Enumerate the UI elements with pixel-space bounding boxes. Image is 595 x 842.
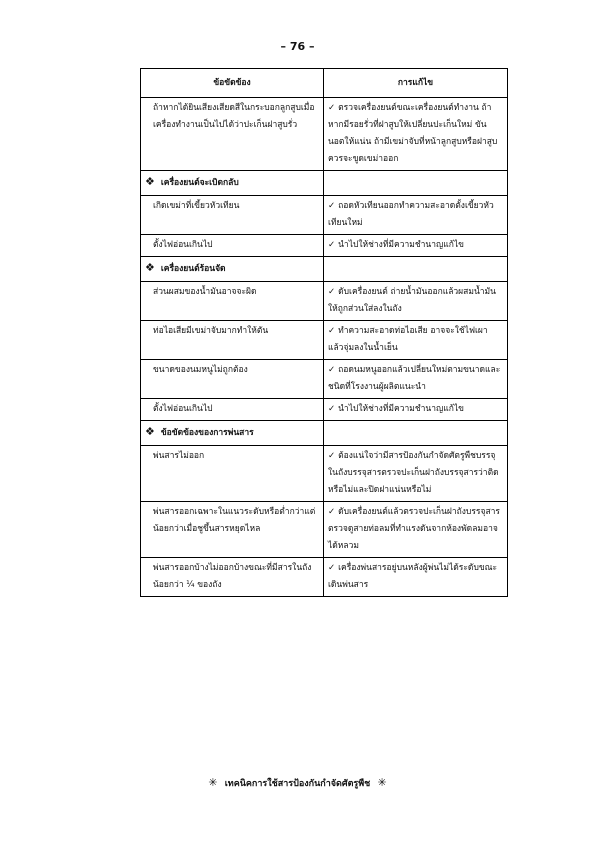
solution-cell (324, 282, 508, 321)
table-row (141, 282, 508, 321)
solution-text: ถอดนมหนูออกแล้วเปลี่ยนใหม่ตามขนาดและชนิดที่โรงงานผู้ผลิตแนะนำ (328, 365, 501, 392)
solution-cell (324, 321, 508, 360)
check-mark-icon: ✓ (328, 103, 336, 113)
solution-text: ต้องแน่ใจว่ามีสารป้องกันกำจัดศัตรูพืชบรรจุในถังบรรจุสารตรวจปะเก็นฝาถังบรรจุสารว่าติดหรือไม่และปิดฝาแน่นหรือไม่ (328, 451, 499, 495)
solution-cell (324, 360, 508, 399)
problem-cell: ขนาดของนมหนูไม่ถูกต้อง (141, 360, 324, 399)
check-mark-icon: ✓ (328, 201, 336, 211)
check-mark-icon: ✓ (328, 287, 336, 297)
solution-text: ทำความสะอาดท่อไอเสีย อาจจะใช้ไฟเผาแล้วจุ่มลงในน้ำเย็น (328, 326, 488, 353)
table-row (141, 502, 508, 558)
diamond-bullet-icon: ❖ (145, 175, 155, 188)
star-icon: ✳ (208, 776, 218, 789)
problem-cell: ตั้งไฟอ่อนเกินไป (141, 235, 324, 257)
solution-cell (324, 235, 508, 257)
problem-cell: ถ้าหากได้ยินเสียงเสียดสีในกระบอกลูกสูบเมื่อเครื่องทำงานเป็นไปได้ว่าปะเก็นฝาสูบรั่ว (141, 98, 324, 171)
check-mark-icon: ✓ (328, 240, 336, 250)
section-empty-cell (324, 171, 508, 196)
section-row (141, 421, 508, 446)
solution-text: เครื่องพ่นสารอยู่บนหลังผู้พ่นไม่ได้ระดับขณะเดินพ่นสาร (328, 563, 498, 590)
problem-cell: พ่นสารออกบ้างไม่ออกบ้างขณะที่มีสารในถังน้อยกว่า ¼ ของถัง (141, 558, 324, 597)
section-title-cell (141, 257, 324, 282)
table-row (141, 196, 508, 235)
check-mark-icon: ✓ (328, 404, 336, 414)
star-icon: ✳ (377, 776, 387, 789)
solution-cell (324, 502, 508, 558)
solution-cell (324, 98, 508, 171)
solution-text: ดับเครื่องยนต์แล้วตรวจปะเก็นฝาถังบรรจุสาร ตรวจดูสายท่อลมที่ทำแรงดันจากห้องพัดลมอาจได้หลวม (328, 507, 500, 551)
footer-title: เทคนิคการใช้สารป้องกันกำจัดศัตรูพืช (224, 779, 371, 789)
check-mark-icon: ✓ (328, 451, 336, 461)
check-mark-icon: ✓ (328, 563, 336, 573)
section-row (141, 171, 508, 196)
diamond-bullet-icon: ❖ (145, 425, 155, 438)
table-row (141, 558, 508, 597)
section-row (141, 257, 508, 282)
check-mark-icon: ✓ (328, 365, 336, 375)
solution-cell (324, 196, 508, 235)
problem-cell: ท่อไอเสียมีเขม่าจับมากทำให้ตัน (141, 321, 324, 360)
table-row (141, 446, 508, 502)
section-title: ข้อขัดข้องของการพ่นสาร (160, 428, 254, 438)
section-title-cell (141, 171, 324, 196)
solution-cell (324, 558, 508, 597)
problem-cell: เกิดเขม่าที่เขี้ยวหัวเทียน (141, 196, 324, 235)
table-row (141, 98, 508, 171)
section-title-cell (141, 421, 324, 446)
solution-cell (324, 399, 508, 421)
problem-cell: ส่วนผสมของน้ำมันอาจจะผิด (141, 282, 324, 321)
problem-cell: พ่นสารไม่ออก (141, 446, 324, 502)
problem-cell: ตั้งไฟอ่อนเกินไป (141, 399, 324, 421)
solution-text: ตรวจเครื่องยนต์ขณะเครื่องยนต์ทำงาน ถ้าหากมีรอยรั่วที่ฝาสูบให้เปลี่ยนปะเก็นใหม่ ขันนอตให้แน่น ถ้ามีเขม่าจับที่หน้าลูกสูบหรือฝาสูบควรจะขูดเขม่าออก (328, 103, 498, 164)
solution-cell (324, 446, 508, 502)
table-header-row (141, 69, 508, 98)
section-empty-cell (324, 421, 508, 446)
table-row (141, 235, 508, 257)
check-mark-icon: ✓ (328, 326, 336, 336)
solution-text: ถอดหัวเทียนออกทำความสะอาดตั้งเขี้ยวหัวเทียนใหม่ (328, 201, 494, 228)
table-row (141, 399, 508, 421)
section-empty-cell (324, 257, 508, 282)
solution-text: ดับเครื่องยนต์ ถ่ายน้ำมันออกแล้วผสมน้ำมันให้ถูกส่วนใส่ลงในถัง (328, 287, 496, 314)
solution-text: นำไปให้ช่างที่มีความชำนาญแก้ไข (338, 240, 464, 250)
check-mark-icon: ✓ (328, 507, 336, 517)
diamond-bullet-icon: ❖ (145, 261, 155, 274)
problem-cell: พ่นสารออกเฉพาะในแนวระดับหรือต่ำกว่าแต่น้อยกว่าเมื่อชูขึ้นสารหยุดไหล (141, 502, 324, 558)
troubleshooting-table (140, 68, 508, 597)
table-row (141, 321, 508, 360)
table-body (141, 98, 508, 597)
page-number: – 76 – (280, 40, 315, 53)
section-title: เครื่องยนต์จะเบิดกลับ (160, 178, 239, 188)
page-footer (0, 776, 595, 790)
table-row (141, 360, 508, 399)
section-title: เครื่องยนต์ร้อนจัด (160, 264, 226, 274)
column-header-solution: การแก้ไข (324, 69, 508, 98)
solution-text: นำไปให้ช่างที่มีความชำนาญแก้ไข (338, 404, 464, 414)
column-header-problem: ข้อขัดข้อง (141, 69, 324, 98)
